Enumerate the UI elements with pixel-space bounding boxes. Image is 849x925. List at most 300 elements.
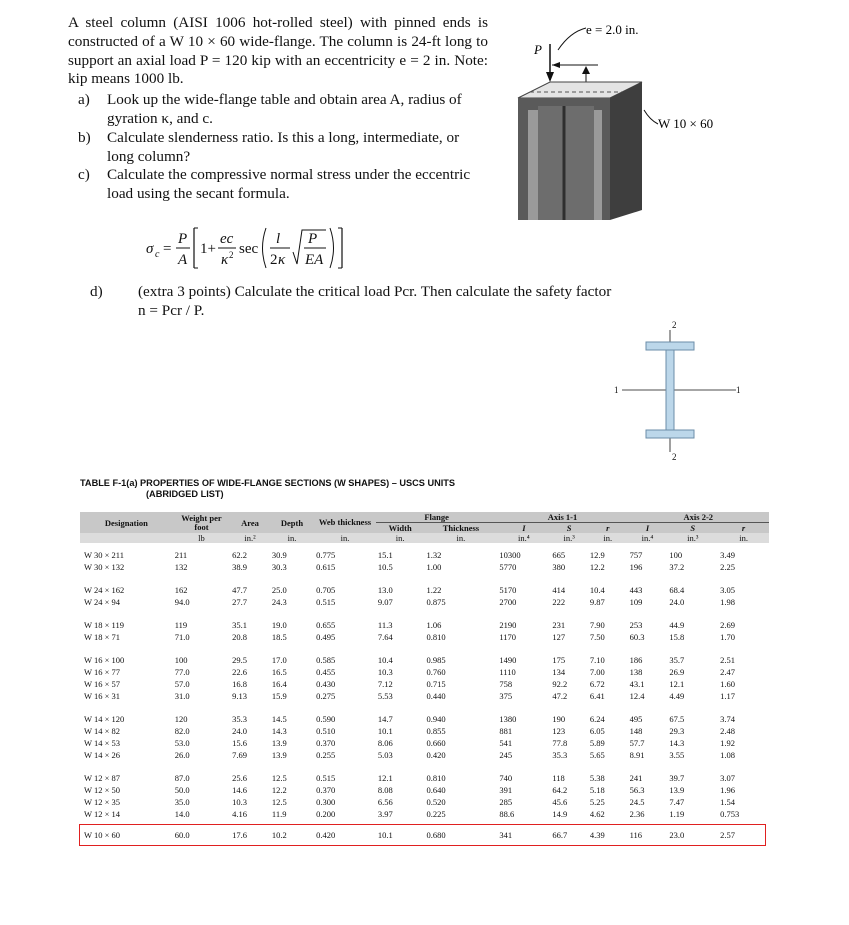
table-value: 0.855 bbox=[426, 726, 446, 736]
table-value: 0.810 bbox=[426, 632, 446, 642]
table-value: 30.3 bbox=[271, 562, 287, 572]
value-cell bbox=[588, 613, 628, 648]
secant-formula-graphic bbox=[146, 222, 406, 274]
table-value: 14.5 bbox=[271, 714, 287, 724]
table-value: 123 bbox=[552, 726, 566, 736]
table-value: 13.9 bbox=[271, 738, 287, 748]
designation-cell bbox=[80, 766, 173, 825]
table-value: 44.9 bbox=[669, 620, 685, 630]
part-d-line2: n = Pcr / P. bbox=[138, 302, 205, 319]
table-value: 881 bbox=[499, 726, 513, 736]
column-figure bbox=[490, 10, 760, 230]
table-value: 6.05 bbox=[589, 726, 605, 736]
value-cell bbox=[230, 766, 270, 825]
table-value: 53.0 bbox=[174, 738, 190, 748]
table-value: 0.370 bbox=[316, 785, 336, 795]
table-value: 3.97 bbox=[377, 809, 393, 819]
table-value: 13.9 bbox=[669, 785, 685, 795]
table-value: 134 bbox=[552, 667, 566, 677]
table-value: 8.91 bbox=[629, 750, 645, 760]
table-value: 10.4 bbox=[589, 585, 605, 595]
svg-text:P: P bbox=[178, 231, 188, 247]
table-value: 3.55 bbox=[669, 750, 685, 760]
table-value: 0.590 bbox=[316, 714, 336, 724]
table-value: 4.16 bbox=[232, 809, 248, 819]
table-value: 35.3 bbox=[232, 714, 248, 724]
value-cell bbox=[424, 613, 497, 648]
value-cell bbox=[550, 707, 588, 766]
table-value: 15.9 bbox=[271, 691, 287, 701]
col-depth: Depth bbox=[270, 512, 314, 533]
table-value: 7.50 bbox=[589, 632, 605, 642]
table-value: 17.0 bbox=[271, 655, 287, 665]
table-value: 47.2 bbox=[552, 691, 568, 701]
value-cell bbox=[497, 578, 550, 613]
table-value: 56.3 bbox=[629, 785, 645, 795]
unit-cell: in.⁴ bbox=[497, 533, 550, 543]
table-value: 414 bbox=[552, 585, 566, 595]
col-r-22: r bbox=[718, 523, 769, 534]
designation-value: W 12 × 50 bbox=[84, 785, 121, 795]
col-I-22: I bbox=[628, 523, 668, 534]
table-value: 120 bbox=[174, 714, 188, 724]
value-cell bbox=[376, 766, 425, 825]
table-value: 495 bbox=[629, 714, 643, 724]
table-value: 0.810 bbox=[426, 773, 446, 783]
table-value: 0.660 bbox=[426, 738, 446, 748]
value-cell bbox=[424, 707, 497, 766]
table-value: 132 bbox=[174, 562, 188, 572]
table-value: 0.440 bbox=[426, 691, 446, 701]
table-value: 39.7 bbox=[669, 773, 685, 783]
table-value: 1.98 bbox=[720, 597, 736, 607]
table-value: 0.875 bbox=[426, 597, 446, 607]
table-value: 0.705 bbox=[316, 585, 336, 595]
value-cell bbox=[628, 578, 668, 613]
value-cell bbox=[718, 766, 769, 825]
table-value: 0.753 bbox=[720, 809, 740, 819]
designation-value: W 30 × 132 bbox=[84, 562, 125, 572]
svg-text:κ: κ bbox=[278, 252, 286, 268]
table-value: 6.41 bbox=[589, 691, 605, 701]
table-value: 2.25 bbox=[720, 562, 736, 572]
table-value: 10.3 bbox=[377, 667, 393, 677]
value-cell bbox=[628, 613, 668, 648]
table-value: 2.36 bbox=[629, 809, 645, 819]
table-value: 5770 bbox=[499, 562, 517, 572]
svg-text:σ: σ bbox=[146, 241, 154, 257]
table-value: 3.74 bbox=[720, 714, 736, 724]
table-value: 1.70 bbox=[720, 632, 736, 642]
table-value: 3.07 bbox=[720, 773, 736, 783]
value-cell bbox=[314, 543, 376, 578]
table-value: 82.0 bbox=[174, 726, 190, 736]
value-cell bbox=[230, 613, 270, 648]
table-value: 175 bbox=[552, 655, 566, 665]
table-value: 25.0 bbox=[271, 585, 287, 595]
value-cell bbox=[550, 613, 588, 648]
table-value: 190 bbox=[552, 714, 566, 724]
svg-text:2: 2 bbox=[229, 250, 234, 260]
unit-cell: in. bbox=[270, 533, 314, 543]
table-value: 285 bbox=[499, 797, 513, 807]
svg-text:κ: κ bbox=[221, 252, 229, 268]
table-value: 5.18 bbox=[589, 785, 605, 795]
designation-value: W 16 × 100 bbox=[84, 655, 125, 665]
value-cell bbox=[270, 648, 314, 707]
table-value: 5.89 bbox=[589, 738, 605, 748]
table-value: 1.08 bbox=[720, 750, 736, 760]
table-value: 1.17 bbox=[720, 691, 736, 701]
table-value: 5.53 bbox=[377, 691, 393, 701]
table-value: 375 bbox=[499, 691, 513, 701]
table-value: 186 bbox=[629, 655, 643, 665]
table-value: 7.64 bbox=[377, 632, 393, 642]
table-value: 26.9 bbox=[669, 667, 685, 677]
value-cell bbox=[718, 543, 769, 578]
table-row-group bbox=[80, 648, 769, 707]
value-cell bbox=[628, 543, 668, 578]
table-value: 45.6 bbox=[552, 797, 568, 807]
table-value: 138 bbox=[629, 667, 643, 677]
designation-cell bbox=[80, 707, 173, 766]
table-value: 2.51 bbox=[720, 655, 736, 665]
svg-text:c: c bbox=[155, 249, 160, 260]
table-value: 2.69 bbox=[720, 620, 736, 630]
table-value: 757 bbox=[629, 550, 643, 560]
table-value: 8.08 bbox=[377, 785, 393, 795]
col-web: Web thickness bbox=[314, 512, 376, 533]
value-cell bbox=[314, 648, 376, 707]
table-value: 13.9 bbox=[271, 750, 287, 760]
column-illustration bbox=[490, 10, 760, 230]
table-value: 27.7 bbox=[232, 597, 248, 607]
table-value: 12.4 bbox=[629, 691, 645, 701]
value-cell bbox=[667, 578, 718, 613]
value-cell: 60.0 bbox=[174, 830, 190, 840]
table-value: 71.0 bbox=[174, 632, 190, 642]
value-cell bbox=[718, 648, 769, 707]
col-S-22: S bbox=[667, 523, 718, 534]
table-value: 12.5 bbox=[271, 773, 287, 783]
table-value: 26.0 bbox=[174, 750, 190, 760]
table-value: 2.48 bbox=[720, 726, 736, 736]
table-value: 30.9 bbox=[271, 550, 287, 560]
table-value: 11.3 bbox=[377, 620, 393, 630]
table-value: 1110 bbox=[499, 667, 516, 677]
table-value: 758 bbox=[499, 679, 513, 689]
highlight-box bbox=[79, 824, 766, 846]
value-cell bbox=[588, 578, 628, 613]
table-value: 24.0 bbox=[232, 726, 248, 736]
table-value: 29.3 bbox=[669, 726, 685, 736]
value-cell: 23.0 bbox=[669, 830, 685, 840]
table-value: 67.5 bbox=[669, 714, 685, 724]
svg-text:=: = bbox=[163, 241, 172, 257]
table-value: 14.6 bbox=[232, 785, 248, 795]
svg-text:2: 2 bbox=[270, 252, 278, 268]
table-value: 380 bbox=[552, 562, 566, 572]
table-value: 18.5 bbox=[271, 632, 287, 642]
value-cell bbox=[424, 766, 497, 825]
table-value: 62.2 bbox=[232, 550, 248, 560]
value-cell bbox=[667, 613, 718, 648]
value-cell bbox=[230, 707, 270, 766]
unit-cell: in. bbox=[424, 533, 497, 543]
col-thickness: Thickness bbox=[424, 523, 497, 534]
table-value: 35.1 bbox=[232, 620, 248, 630]
table-value: 12.2 bbox=[271, 785, 287, 795]
table-value: 231 bbox=[552, 620, 566, 630]
designation-value: W 14 × 26 bbox=[84, 750, 121, 760]
table-value: 10.4 bbox=[377, 655, 393, 665]
value-cell bbox=[173, 543, 230, 578]
value-cell bbox=[628, 707, 668, 766]
col-area: Area bbox=[230, 512, 270, 533]
i-beam-section bbox=[612, 320, 742, 460]
table-subtitle: (ABRIDGED LIST) bbox=[146, 489, 224, 499]
table-value: 24.3 bbox=[271, 597, 287, 607]
value-cell bbox=[497, 543, 550, 578]
table-value: 211 bbox=[174, 550, 188, 560]
table-value: 5170 bbox=[499, 585, 517, 595]
table-value: 60.3 bbox=[629, 632, 645, 642]
table-value: 1170 bbox=[499, 632, 517, 642]
value-cell bbox=[270, 766, 314, 825]
table-value: 1.92 bbox=[720, 738, 736, 748]
table-value: 15.1 bbox=[377, 550, 393, 560]
value-cell bbox=[314, 766, 376, 825]
col-width: Width bbox=[376, 523, 425, 534]
value-cell bbox=[588, 648, 628, 707]
svg-text:ec: ec bbox=[220, 231, 234, 247]
table-value: 29.5 bbox=[232, 655, 248, 665]
table-value: 7.00 bbox=[589, 667, 605, 677]
value-cell bbox=[550, 543, 588, 578]
table-value: 31.0 bbox=[174, 691, 190, 701]
value-cell bbox=[718, 707, 769, 766]
item-b: b) Calculate slenderness ratio. Is this a long, intermediate, or long column? bbox=[78, 128, 460, 165]
table-value: 35.0 bbox=[174, 797, 190, 807]
table-title: TABLE F-1(a) PROPERTIES OF WIDE-FLANGE SECTIONS (W SHAPES) – USCS UNITS (ABRIDGED LIST) bbox=[80, 478, 456, 499]
value-cell bbox=[376, 648, 425, 707]
table-value: 0.255 bbox=[316, 750, 336, 760]
value-cell: 66.7 bbox=[552, 830, 568, 840]
svg-text:l: l bbox=[276, 231, 281, 247]
table-value: 14.7 bbox=[377, 714, 393, 724]
table-value: 253 bbox=[629, 620, 643, 630]
table-value: 9.13 bbox=[232, 691, 248, 701]
table-value: 5.65 bbox=[589, 750, 605, 760]
value-cell bbox=[230, 543, 270, 578]
value-cell: 10.1 bbox=[377, 830, 393, 840]
axis-2-bottom: 2 bbox=[672, 452, 677, 460]
table-row-group bbox=[80, 766, 769, 825]
col-weight: Weight per foot bbox=[173, 512, 230, 533]
table-value: 14.9 bbox=[552, 809, 568, 819]
table-value: 541 bbox=[499, 738, 513, 748]
col-axis22: Axis 2-2 bbox=[628, 512, 769, 523]
unit-cell: in. bbox=[376, 533, 425, 543]
table-units-row bbox=[80, 533, 769, 543]
designation-cell: W 10 × 60 bbox=[84, 830, 121, 840]
axis-1-right: 1 bbox=[736, 385, 741, 395]
table-value: 9.07 bbox=[377, 597, 393, 607]
table-value: 0.455 bbox=[316, 667, 336, 677]
problem-statement bbox=[68, 14, 488, 204]
table-header-row-1 bbox=[80, 512, 769, 523]
value-cell bbox=[667, 766, 718, 825]
table-value: 0.275 bbox=[316, 691, 336, 701]
table-value: 0.585 bbox=[316, 655, 336, 665]
designation-value: W 18 × 119 bbox=[84, 620, 124, 630]
designation-value: W 14 × 82 bbox=[84, 726, 121, 736]
table-value: 87.0 bbox=[174, 773, 190, 783]
table-body bbox=[80, 543, 769, 845]
table-value: 24.5 bbox=[629, 797, 645, 807]
table-value: 0.715 bbox=[426, 679, 446, 689]
table-value: 10.1 bbox=[377, 726, 393, 736]
table-value: 0.515 bbox=[316, 773, 336, 783]
table-value: 7.10 bbox=[589, 655, 605, 665]
table-row-group bbox=[80, 543, 769, 578]
designation-cell bbox=[80, 613, 173, 648]
table-value: 15.8 bbox=[669, 632, 685, 642]
table-value: 8.06 bbox=[377, 738, 393, 748]
value-cell bbox=[550, 648, 588, 707]
item-a: a) Look up the wide-flange table and obtain area A, radius of gyration κ, and c. bbox=[78, 91, 462, 127]
units-blank bbox=[80, 533, 173, 543]
table-value: 1490 bbox=[499, 655, 517, 665]
table-row-group bbox=[80, 613, 769, 648]
designation-value: W 16 × 57 bbox=[84, 679, 121, 689]
value-cell bbox=[314, 613, 376, 648]
part-d: d) (extra 3 points) Calculate the critical load Pcr. Then calculate the safety factor n = Pcr / P. bbox=[90, 282, 780, 320]
table-row-group bbox=[80, 578, 769, 613]
designation-cell bbox=[80, 543, 173, 578]
table-value: 43.1 bbox=[629, 679, 645, 689]
value-cell bbox=[173, 766, 230, 825]
table-value: 77.0 bbox=[174, 667, 190, 677]
secant-formula bbox=[146, 222, 406, 279]
table-value: 1.96 bbox=[720, 785, 736, 795]
table-value: 100 bbox=[174, 655, 188, 665]
svg-text:1+: 1+ bbox=[200, 241, 216, 257]
table-value: 10.3 bbox=[232, 797, 248, 807]
table-value: 12.1 bbox=[377, 773, 393, 783]
table-value: 6.56 bbox=[377, 797, 393, 807]
table-value: 0.495 bbox=[316, 632, 336, 642]
table-value: 1.19 bbox=[669, 809, 685, 819]
value-cell bbox=[628, 766, 668, 825]
table-value: 1380 bbox=[499, 714, 517, 724]
designation-value: W 16 × 31 bbox=[84, 691, 121, 701]
table-value: 47.7 bbox=[232, 585, 248, 595]
value-cell: 341 bbox=[499, 830, 513, 840]
value-cell bbox=[667, 543, 718, 578]
load-label: P bbox=[534, 42, 542, 57]
table-value: 222 bbox=[552, 597, 566, 607]
eccentricity-label: e = 2.0 in. bbox=[586, 22, 639, 37]
value-cell bbox=[667, 648, 718, 707]
table-value: 10.5 bbox=[377, 562, 393, 572]
value-cell bbox=[173, 578, 230, 613]
table-value: 14.3 bbox=[669, 738, 685, 748]
value-cell bbox=[497, 707, 550, 766]
table-value: 12.1 bbox=[669, 679, 685, 689]
svg-text:A: A bbox=[178, 252, 188, 268]
value-cell bbox=[314, 578, 376, 613]
table-value: 16.8 bbox=[232, 679, 248, 689]
designation-value: W 30 × 211 bbox=[84, 550, 124, 560]
table-value: 7.12 bbox=[377, 679, 393, 689]
problem-items bbox=[68, 91, 488, 204]
table-value: 68.4 bbox=[669, 585, 685, 595]
table-value: 0.520 bbox=[426, 797, 446, 807]
unit-cell: in.² bbox=[230, 533, 270, 543]
unit-cell: in. bbox=[314, 533, 376, 543]
table-value: 5.03 bbox=[377, 750, 393, 760]
table-value: 6.24 bbox=[589, 714, 605, 724]
value-cell bbox=[376, 543, 425, 578]
table-value: 2700 bbox=[499, 597, 517, 607]
table-value: 16.4 bbox=[271, 679, 287, 689]
designation-value: W 14 × 120 bbox=[84, 714, 125, 724]
table-value: 245 bbox=[499, 750, 513, 760]
value-cell: 0.680 bbox=[426, 830, 446, 840]
value-cell bbox=[497, 648, 550, 707]
table-value: 35.7 bbox=[669, 655, 685, 665]
table-value: 10300 bbox=[499, 550, 521, 560]
table-value: 0.510 bbox=[316, 726, 336, 736]
table-value: 12.5 bbox=[271, 797, 287, 807]
table-value: 6.72 bbox=[589, 679, 605, 689]
value-cell bbox=[270, 707, 314, 766]
value-cell bbox=[550, 578, 588, 613]
table-value: 119 bbox=[174, 620, 188, 630]
designation-value: W 12 × 87 bbox=[84, 773, 121, 783]
table-value: 109 bbox=[629, 597, 643, 607]
table-value: 118 bbox=[552, 773, 565, 783]
table-value: 3.49 bbox=[720, 550, 736, 560]
table-value: 391 bbox=[499, 785, 513, 795]
part-d-line1: (extra 3 points) Calculate the critical load Pcr. Then calculate the safety factor bbox=[138, 283, 612, 300]
table-value: 665 bbox=[552, 550, 566, 560]
col-flange: Flange bbox=[376, 512, 497, 523]
designation-value: W 12 × 35 bbox=[84, 797, 121, 807]
value-cell bbox=[424, 543, 497, 578]
table-value: 0.370 bbox=[316, 738, 336, 748]
table-value: 0.655 bbox=[316, 620, 336, 630]
table-value: 9.87 bbox=[589, 597, 605, 607]
value-cell bbox=[376, 707, 425, 766]
table-value: 162 bbox=[174, 585, 188, 595]
designation-value: W 16 × 77 bbox=[84, 667, 121, 677]
unit-cell: in. bbox=[718, 533, 769, 543]
value-cell: 0.420 bbox=[316, 830, 336, 840]
designation-cell bbox=[80, 648, 173, 707]
unit-cell: in.⁴ bbox=[628, 533, 668, 543]
table-value: 92.2 bbox=[552, 679, 568, 689]
table-value: 77.8 bbox=[552, 738, 568, 748]
table-value: 5.38 bbox=[589, 773, 605, 783]
table-value: 241 bbox=[629, 773, 643, 783]
value-cell bbox=[550, 766, 588, 825]
table-value: 94.0 bbox=[174, 597, 190, 607]
value-cell: 116 bbox=[629, 830, 643, 840]
table-value: 0.775 bbox=[316, 550, 336, 560]
svg-text:sec: sec bbox=[239, 241, 259, 257]
